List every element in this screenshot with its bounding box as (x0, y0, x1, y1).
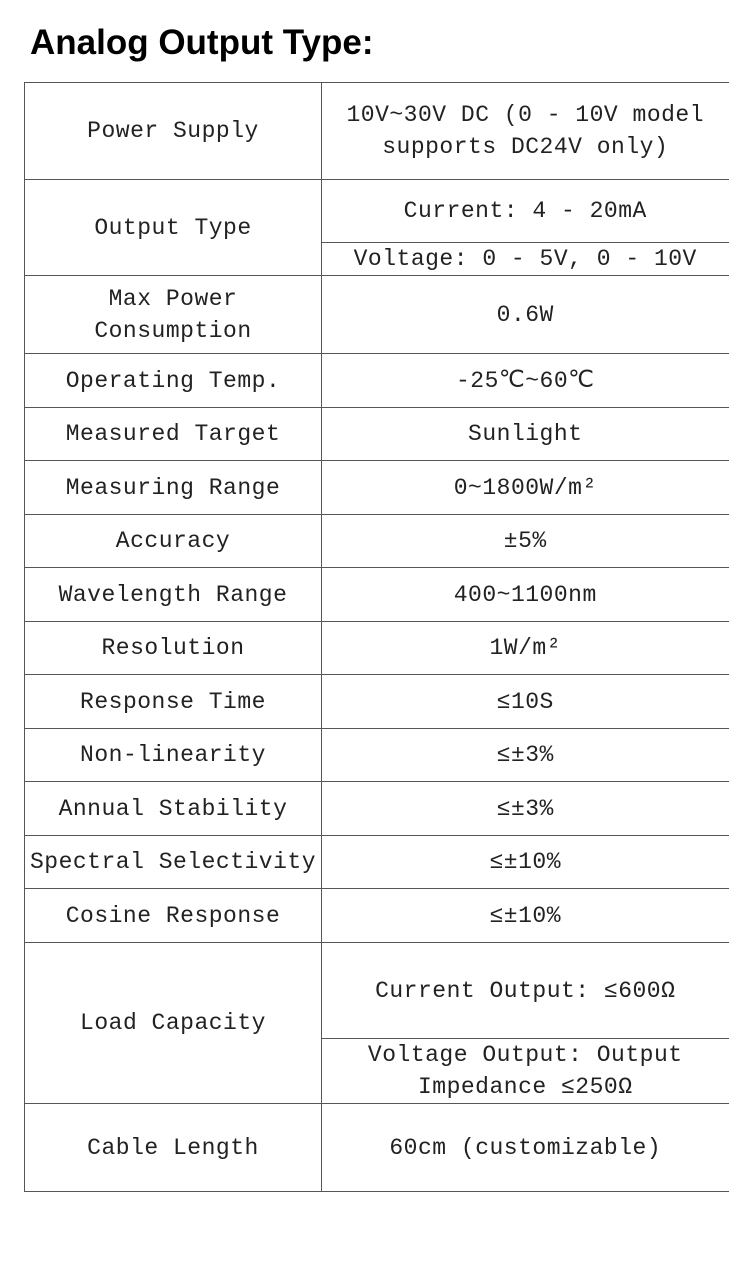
table-row (25, 276, 729, 354)
row-label-measuring-range: Measuring Range (25, 461, 322, 515)
row-value-measured-target: Sunlight (322, 408, 729, 461)
table-row (25, 354, 729, 408)
row-value-max-power: 0.6W (322, 276, 729, 354)
row-value-operating-temp: -25℃~60℃ (322, 354, 729, 408)
row-label-cable-length: Cable Length (25, 1104, 322, 1192)
page-title: Analog Output Type: (30, 23, 374, 62)
row-value-spectral-selectivity: ≤±10% (322, 836, 729, 889)
row-value-measuring-range: 0~1800W/m² (322, 461, 729, 515)
table-row (25, 836, 729, 889)
row-value-load-current: Current Output: ≤600Ω (322, 943, 729, 1039)
table-row (25, 568, 729, 622)
row-value-cosine-response: ≤±10% (322, 889, 729, 943)
table-row (25, 889, 729, 943)
row-value-output-voltage: Voltage: 0 - 5V, 0 - 10V (322, 243, 729, 276)
row-value-wavelength-range: 400~1100nm (322, 568, 729, 622)
row-label-wavelength-range: Wavelength Range (25, 568, 322, 622)
table-row (25, 461, 729, 515)
row-value-power-supply: 10V~30V DC (0 - 10V model supports DC24V only) (322, 83, 729, 180)
row-value-response-time: ≤10S (322, 675, 729, 729)
spec-table (24, 82, 729, 1192)
row-label-response-time: Response Time (25, 675, 322, 729)
row-value-accuracy: ±5% (322, 515, 729, 568)
table-row (25, 622, 729, 675)
row-value-non-linearity: ≤±3% (322, 729, 729, 782)
row-label-accuracy: Accuracy (25, 515, 322, 568)
row-label-spectral-selectivity: Spectral Selectivity (25, 836, 322, 889)
table-row (25, 1104, 729, 1192)
table-row (25, 729, 729, 782)
table-row (25, 675, 729, 729)
row-value-resolution: 1W/m² (322, 622, 729, 675)
row-value-output-current: Current: 4 - 20mA (322, 180, 729, 243)
table-row (25, 408, 729, 461)
row-label-load-capacity: Load Capacity (25, 943, 322, 1104)
table-row (25, 515, 729, 568)
table-row (25, 782, 729, 836)
row-label-measured-target: Measured Target (25, 408, 322, 461)
row-label-max-power: Max Power Consumption (25, 276, 322, 354)
row-label-power-supply: Power Supply (25, 83, 322, 180)
row-label-non-linearity: Non-linearity (25, 729, 322, 782)
table-row (25, 83, 729, 180)
table-row (25, 180, 729, 243)
row-value-load-voltage: Voltage Output: Output Impedance ≤250Ω (322, 1039, 729, 1104)
row-label-annual-stability: Annual Stability (25, 782, 322, 836)
row-value-annual-stability: ≤±3% (322, 782, 729, 836)
row-label-cosine-response: Cosine Response (25, 889, 322, 943)
row-value-cable-length: 60cm (customizable) (322, 1104, 729, 1192)
row-label-operating-temp: Operating Temp. (25, 354, 322, 408)
table-row (25, 943, 729, 1039)
row-label-output-type: Output Type (25, 180, 322, 276)
row-label-resolution: Resolution (25, 622, 322, 675)
